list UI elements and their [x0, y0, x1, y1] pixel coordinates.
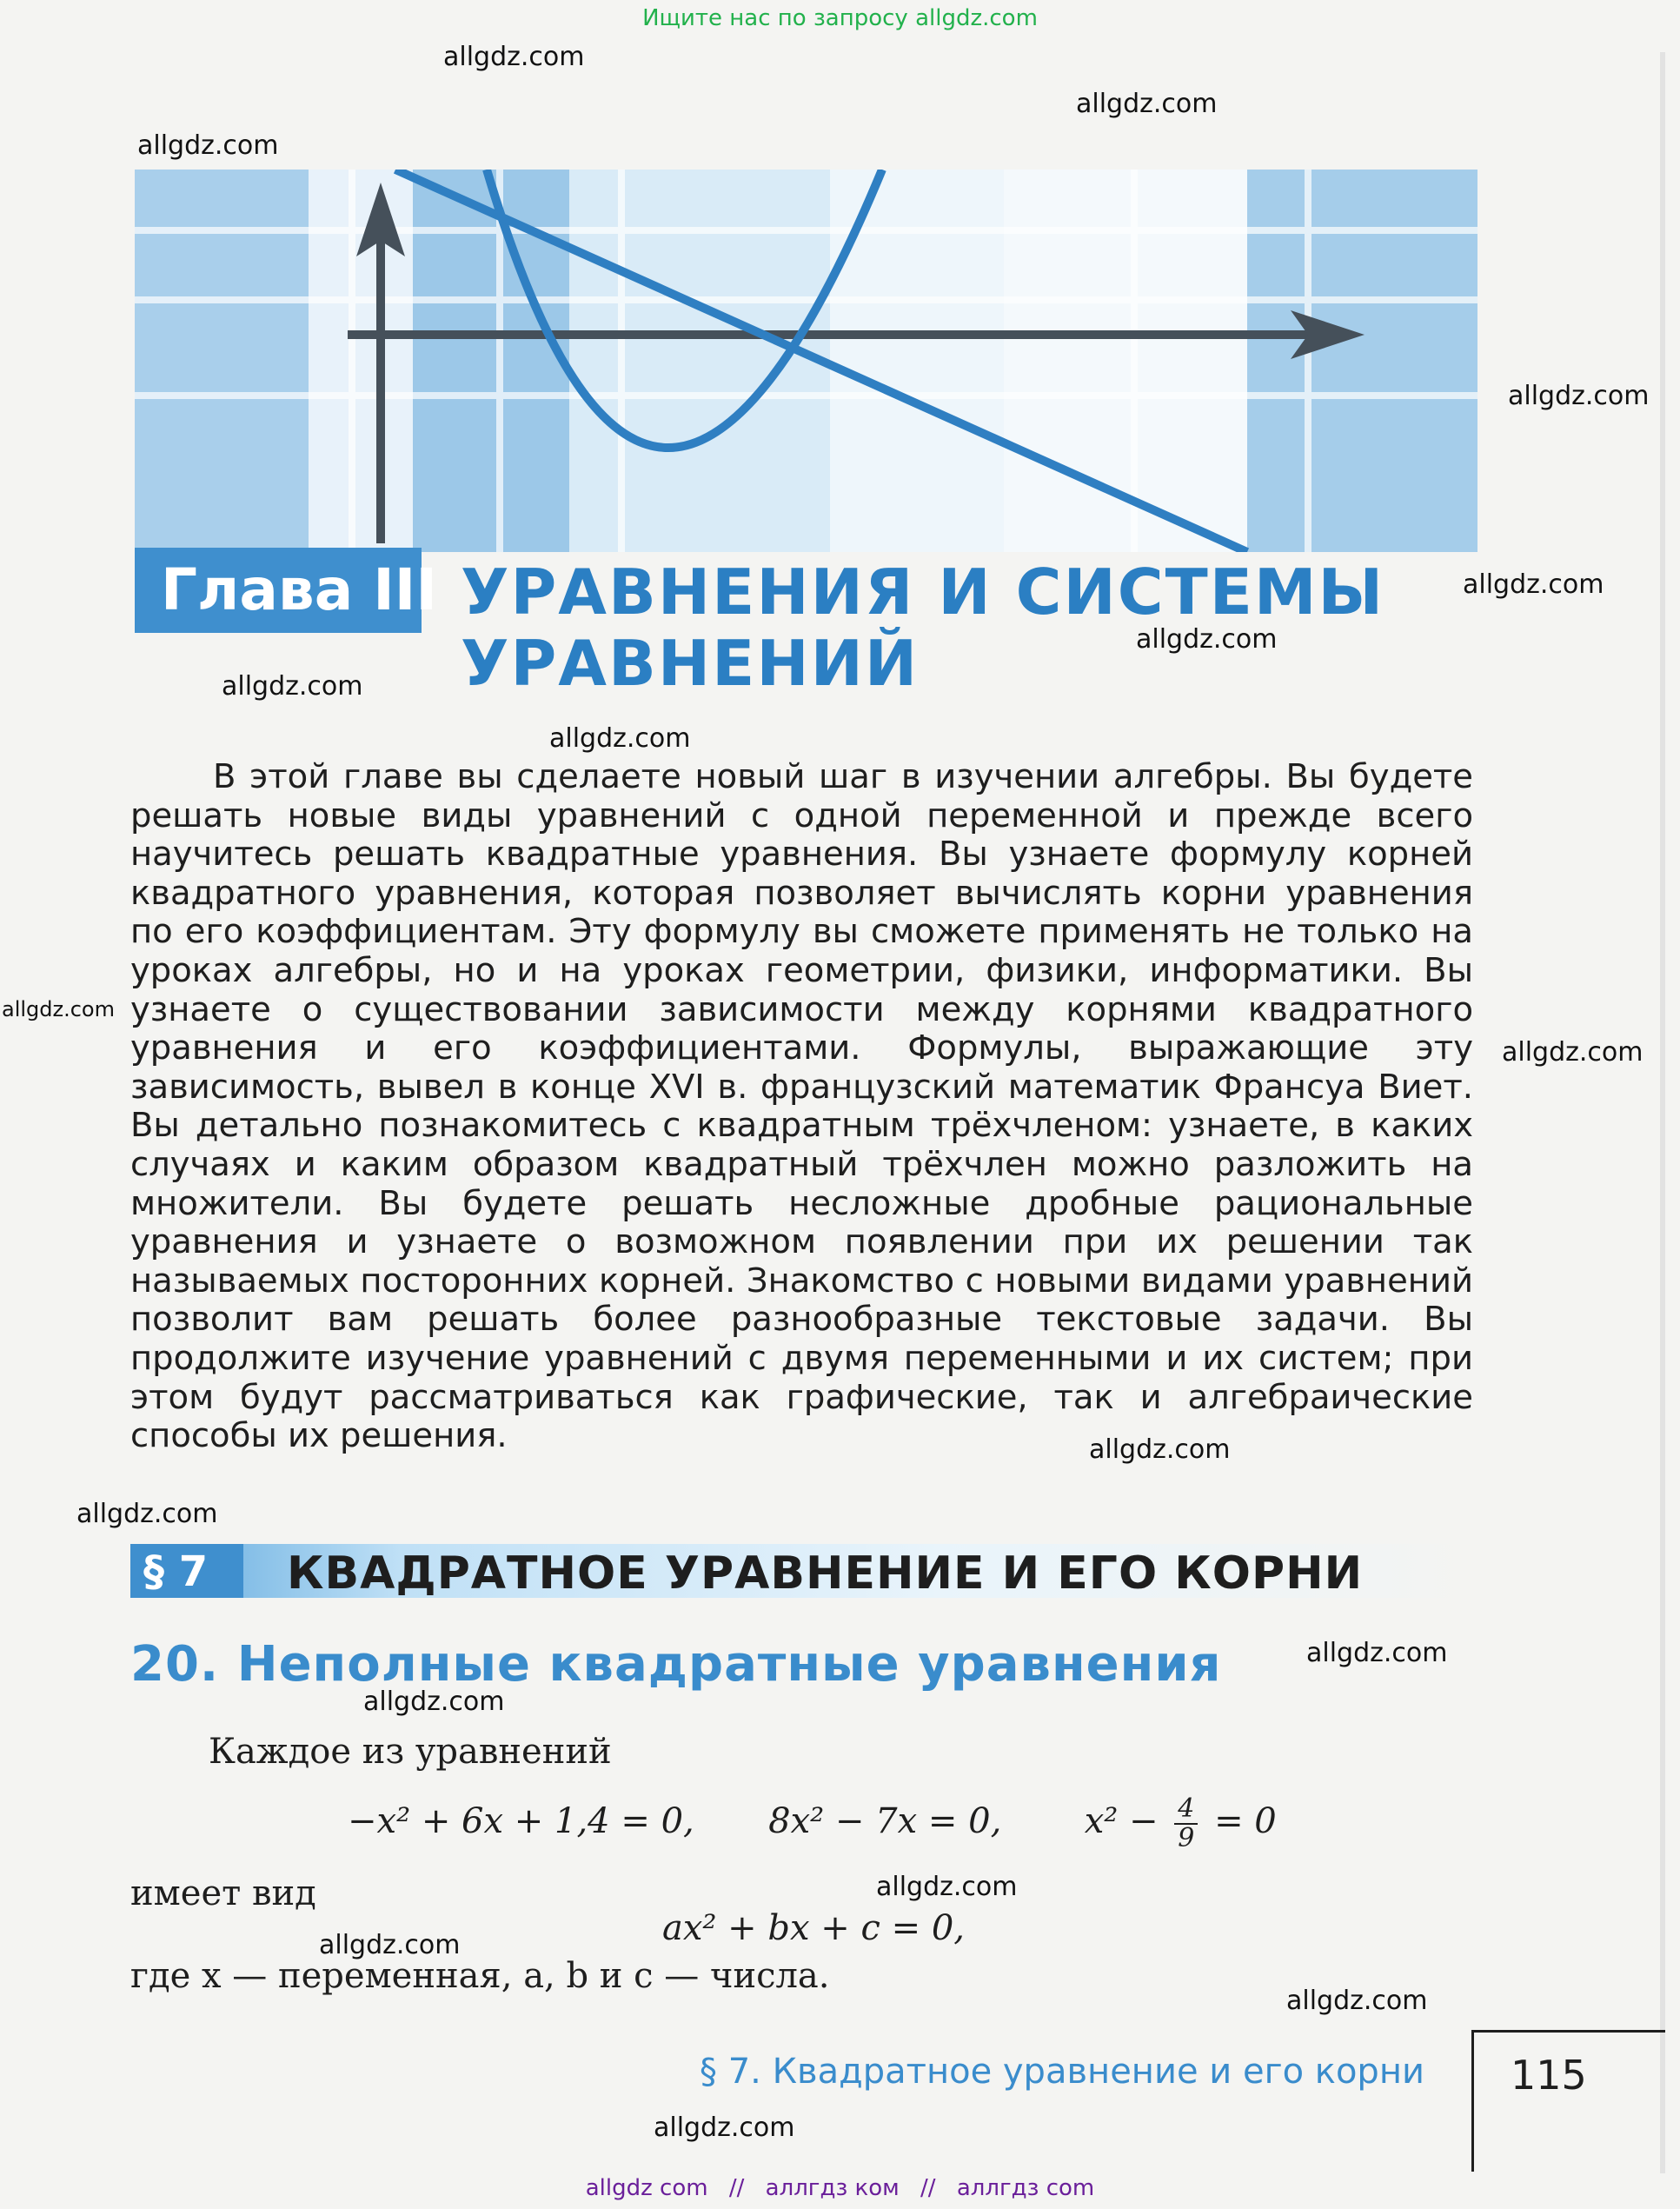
watermark: allgdz.com [1286, 1986, 1428, 2016]
fraction [1174, 1795, 1198, 1853]
watermark: allgdz.com [1136, 624, 1278, 655]
section-number: § 7 [143, 1547, 209, 1596]
equation-3-suffix: = 0 [1214, 1801, 1277, 1841]
equations-row [348, 1795, 1277, 1853]
watermark: allgdz.com [137, 130, 279, 161]
chapter-title-line1: УРАВНЕНИЯ И СИСТЕМЫ [461, 556, 1385, 629]
search-hint: Ищите нас по запросу allgdz.com [642, 5, 1038, 31]
watermark: allgdz.com [443, 42, 585, 72]
subsection-title: 20. Неполные квадратные уравнения [130, 1636, 1222, 1693]
equation-3 [1084, 1793, 1277, 1853]
fraction-denominator: 9 [1178, 1823, 1195, 1853]
body-line-2: имеет вид [130, 1873, 316, 1913]
watermark: allgdz.com [1508, 381, 1650, 411]
watermark: allgdz.com [76, 1499, 218, 1529]
bottom-link[interactable]: аллгдз ком [765, 2175, 900, 2201]
page-number: 115 [1511, 2052, 1587, 2099]
watermark: allgdz.com [549, 723, 691, 754]
bottom-links [0, 2175, 1680, 2201]
bottom-separator: // [920, 2175, 936, 2201]
chapter-banner-graph [135, 170, 1477, 552]
watermark: allgdz.com [1306, 1638, 1448, 1668]
bottom-link[interactable]: аллгдз com [956, 2175, 1095, 2201]
fraction-numerator: 4 [1174, 1795, 1198, 1825]
watermark: allgdz.com [222, 671, 363, 702]
intro-paragraph: В этой главе вы сделаете новый шаг в изучении алгебры. Вы будете решать новые виды уравнений с одной переменной и прежде всего научитесь решать квадратные уравнения. Вы узнаете формулу корней квадратного уравнения, которая позволяет вычислять корни уравнения по его коэффициентам. Эту формулу вы сможете применять не только на уроках алгебры, но и на уроках геометрии, физики, информатики. Вы узнаете о существовании зависимости между корнями квадратного уравнения и его коэффициентами. Формулы, выражающие эту зависимость, вывел в конце XVI в. французский математик Франсуа Виет. Вы детально познакомитесь с квадратным трёхчленом: узнаете, в каких случаях и каким образом квадратный трёхчлен можно разложить на множители. Вы будете решать несложные дробные рациональные уравнения и узнаете о возможном появлении при их решении так называемых посторонних корней. Знакомство с новыми видами уравнений позволит вам решать более разнообразные текстовые задачи. Вы продолжите изучение уравнений с двумя переменными и их систем; при этом будут рассматриваться как графические, так и алгебраические способы их решения. [130, 757, 1473, 1456]
watermark: allgdz.com [876, 1872, 1018, 1902]
bottom-link[interactable]: allgdz com [585, 2175, 708, 2201]
body-line-1: Каждое из уравнений [209, 1732, 612, 1772]
equation-3-prefix: x² − [1084, 1801, 1159, 1841]
chapter-intro [130, 758, 1473, 1456]
section-title: КВАДРАТНОЕ УРАВНЕНИЕ И ЕГО КОРНИ [287, 1547, 1364, 1600]
watermark: allgdz.com [1089, 1434, 1231, 1465]
watermark: allgdz.com [2, 997, 115, 1021]
watermark: allgdz.com [363, 1687, 505, 1717]
chapter-label: Глава III [161, 556, 437, 623]
equation-1: −x² + 6x + 1,4 = 0, [348, 1801, 694, 1841]
watermark: allgdz.com [1076, 89, 1218, 119]
watermark: allgdz.com [654, 2113, 795, 2143]
watermark: allgdz.com [319, 1930, 461, 1960]
chapter-title-line2: УРАВНЕНИЙ [461, 627, 920, 700]
running-head: § 7. Квадратное уравнение и его корни [700, 2052, 1424, 2092]
body-line-3: где x — переменная, a, b и c — числа. [130, 1956, 830, 1996]
watermark: allgdz.com [1502, 1037, 1643, 1068]
general-equation: ax² + bx + c = 0, [662, 1908, 966, 1948]
equation-2: 8x² − 7x = 0, [768, 1801, 1002, 1841]
bottom-separator: // [728, 2175, 745, 2201]
watermark: allgdz.com [1463, 569, 1604, 600]
